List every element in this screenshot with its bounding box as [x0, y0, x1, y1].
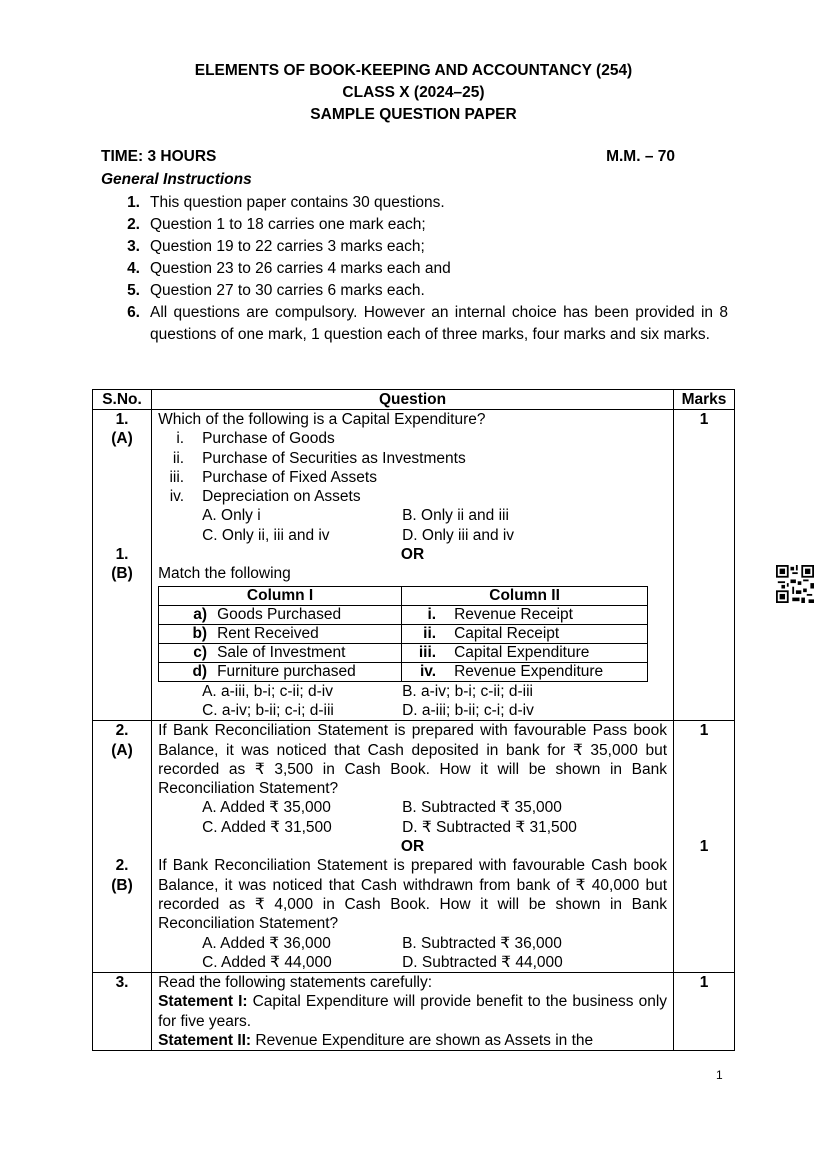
item-number: iv.: [169, 488, 185, 506]
table-row: [159, 624, 648, 643]
paper-class: CLASS X (2024–25): [342, 84, 485, 101]
instruction-item: [118, 258, 728, 280]
choice-b: B. Subtracted ₹ 36,000: [402, 934, 562, 952]
item-text: Purchase of Goods: [202, 430, 335, 448]
qr-code-icon: [776, 565, 814, 603]
choice-d: D. ₹ Subtracted ₹ 31,500: [402, 818, 577, 836]
marks-cell: [674, 973, 735, 1051]
question-cell: [152, 721, 674, 973]
match-value: Goods Purchased: [217, 605, 342, 623]
table-row: [93, 721, 735, 973]
header-sno: S.No.: [93, 390, 152, 410]
question-number: 1.: [115, 546, 129, 564]
statement-2: [158, 1031, 667, 1050]
choice-row: [158, 526, 667, 545]
question-text: Which of the following is a Capital Expenditure?: [158, 411, 486, 428]
statement-label: Statement II:: [158, 1032, 252, 1050]
question-number-cell: [93, 973, 152, 1051]
marks-value: 1: [699, 411, 709, 428]
match-left: [159, 662, 402, 681]
statement-1: [158, 992, 667, 1031]
time-marks-row: [101, 147, 675, 167]
match-key: ii.: [423, 624, 437, 642]
table-row: [159, 662, 648, 681]
header-question: Question: [152, 390, 674, 410]
question-cell: [152, 973, 674, 1051]
statement-label: Statement I:: [158, 993, 248, 1011]
table-row: [159, 605, 648, 624]
item-number: iii.: [169, 468, 185, 486]
choice-c: C. Added ₹ 44,000: [202, 953, 332, 971]
match-key: iv.: [419, 662, 437, 680]
instruction-item: [118, 302, 728, 346]
match-value: Revenue Receipt: [454, 605, 573, 623]
instruction-text: Question 1 to 18 carries one mark each;: [150, 216, 426, 233]
instruction-number: 5.: [127, 282, 140, 299]
choice-a: A. Only i: [202, 507, 261, 525]
time-label: TIME: 3 HOURS: [101, 148, 217, 165]
instruction-number: 4.: [127, 260, 140, 277]
match-right: [402, 605, 648, 624]
table-row: [159, 643, 648, 662]
question-number-cell: [93, 721, 152, 973]
instruction-item: [118, 192, 728, 214]
marks-value: 1: [699, 974, 709, 992]
choice-b: B. Only ii and iii: [402, 507, 509, 525]
match-value: Furniture purchased: [217, 662, 356, 680]
choice-b: B. a-iv; b-i; c-ii; d-iii: [402, 682, 533, 700]
choice-d: D. a-iii; b-ii; c-i; d-iv: [402, 701, 534, 719]
item-number: i.: [176, 430, 185, 448]
list-item: [158, 487, 667, 506]
choice-a: A. Added ₹ 36,000: [202, 934, 331, 952]
question-subpart: (A): [111, 430, 133, 448]
general-instructions-title: General Instructions: [101, 171, 252, 188]
column-ii-header: Column II: [402, 586, 648, 605]
instruction-item: [118, 236, 728, 258]
match-key: d): [192, 662, 208, 680]
match-key: i.: [427, 605, 437, 623]
choice-a: A. Added ₹ 35,000: [202, 799, 331, 817]
match-key: c): [193, 643, 208, 661]
match-header-row: [159, 586, 648, 605]
match-value: Capital Receipt: [454, 624, 560, 642]
instruction-number: 6.: [127, 304, 140, 321]
table-header-row: [93, 390, 735, 410]
statement-text: Capital Expenditure will provide benefit to the business only for five years.: [158, 993, 668, 1030]
instruction-text: Question 23 to 26 carries 4 marks each and: [150, 260, 451, 277]
choice-row: [158, 506, 667, 525]
instruction-number: 3.: [127, 238, 140, 255]
choice-a: A. a-iii, b-i; c-ii; d-iv: [202, 682, 333, 700]
match-table: [158, 586, 648, 682]
match-right: [402, 624, 648, 643]
or-separator: OR: [400, 838, 425, 856]
choice-row: [158, 953, 667, 972]
choice-c: C. a-iv; b-ii; c-i; d-iii: [202, 701, 334, 719]
match-key: a): [193, 605, 208, 623]
question-number: 2.: [115, 857, 129, 875]
instruction-text: Question 19 to 22 carries 3 marks each;: [150, 238, 425, 255]
instructions-list: [118, 192, 728, 346]
or-separator: OR: [400, 546, 425, 564]
choice-row: [158, 934, 667, 953]
question-text: If Bank Reconciliation Statement is prepared with favourable Cash book Balance, it was noticed that Cash withdrawn from bank of ₹ 40,000 but recorded as ₹ 4,000 in Cash Book. How it will be shown in Bank Reconciliation Statement?: [158, 857, 668, 933]
table-row: [93, 410, 735, 721]
marks-cell: [674, 410, 735, 721]
choice-c: C. Only ii, iii and iv: [202, 526, 330, 544]
instruction-text: This question paper contains 30 questions.: [150, 194, 445, 211]
question-text: Read the following statements carefully:: [158, 974, 433, 992]
question-text: If Bank Reconciliation Statement is prepared with favourable Pass book Balance, it was noticed that Cash deposited in bank for ₹ 35,000 but recorded as ₹ 3,500 in Cash Book. How it will be shown in Bank Reconciliation Statement?: [158, 722, 668, 798]
question-number-cell: [93, 410, 152, 721]
instruction-number: 2.: [127, 216, 140, 233]
question-subpart: (B): [111, 565, 133, 583]
item-text: Purchase of Securities as Investments: [202, 449, 466, 467]
question-subpart: (A): [111, 741, 133, 759]
instruction-text: All questions are compulsory. However an internal choice has been provided in 8 questions of one mark, 1 question each of three marks, four marks and six marks.: [150, 304, 728, 343]
choice-row: [158, 818, 667, 837]
item-text: Purchase of Fixed Assets: [202, 468, 377, 486]
list-item: [158, 429, 667, 448]
choice-row: [158, 701, 667, 720]
column-i-header: Column I: [159, 586, 402, 605]
question-number: 2.: [115, 722, 129, 740]
match-value: Capital Expenditure: [454, 643, 590, 661]
match-left: [159, 643, 402, 662]
paper-subtitle: SAMPLE QUESTION PAPER: [310, 106, 517, 123]
question-subpart: (B): [111, 876, 133, 894]
max-marks: M.M. – 70: [606, 148, 675, 165]
match-value: Sale of Investment: [217, 643, 346, 661]
match-value: Rent Received: [217, 624, 319, 642]
marks-value: 1: [699, 722, 709, 740]
instruction-item: [118, 214, 728, 236]
choice-c: C. Added ₹ 31,500: [202, 818, 332, 836]
choice-row: [158, 682, 667, 701]
match-key: iii.: [418, 643, 437, 661]
match-value: Revenue Expenditure: [454, 662, 604, 680]
table-row: [93, 973, 735, 1051]
question-number: 3.: [115, 974, 129, 992]
instruction-number: 1.: [127, 194, 140, 211]
question-number: 1.: [115, 411, 129, 428]
choice-d: D. Only iii and iv: [402, 526, 515, 544]
match-right: [402, 643, 648, 662]
match-right: [402, 662, 648, 681]
marks-value: 1: [699, 838, 709, 856]
match-key: b): [192, 624, 208, 642]
match-left: [159, 605, 402, 624]
questions-table: [92, 389, 735, 1051]
choice-d: D. Subtracted ₹ 44,000: [402, 953, 563, 971]
list-item: [158, 468, 667, 487]
page-number: 1: [716, 1068, 723, 1082]
item-text: Depreciation on Assets: [202, 488, 361, 506]
question-text: Match the following: [158, 565, 291, 583]
header-marks: Marks: [674, 390, 735, 410]
instruction-item: [118, 280, 728, 302]
choice-row: [158, 798, 667, 817]
item-number: ii.: [172, 449, 185, 467]
question-cell: [152, 410, 674, 721]
paper-title: ELEMENTS OF BOOK-KEEPING AND ACCOUNTANCY (254): [194, 62, 633, 79]
paper-header: [0, 60, 827, 126]
instruction-text: Question 27 to 30 carries 6 marks each.: [150, 282, 425, 299]
choice-b: B. Subtracted ₹ 35,000: [402, 799, 562, 817]
statement-text: Revenue Expenditure are shown as Assets in the: [251, 1032, 594, 1050]
match-left: [159, 624, 402, 643]
marks-cell: [674, 721, 735, 973]
list-item: [158, 449, 667, 468]
